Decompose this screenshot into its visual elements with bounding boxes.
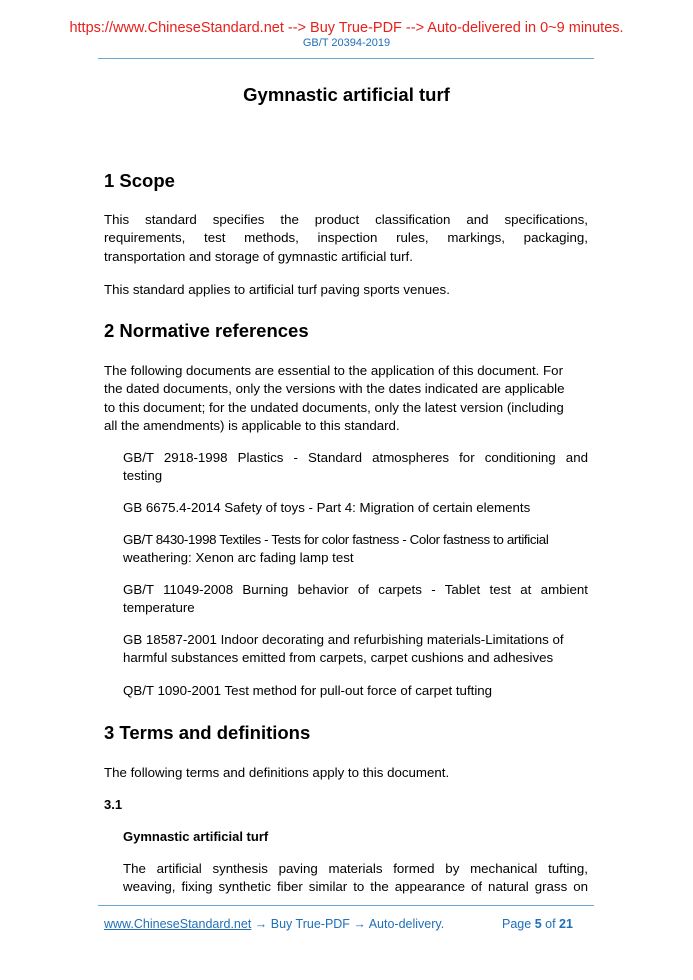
term-number: 3.1 bbox=[104, 797, 123, 812]
text-line: GB 6675.4-2014 Safety of toys - Part 4: Migration of certain elements bbox=[123, 500, 531, 515]
text-line: GB/T 11049-2008 Burning behavior of carpets - Tablet test at ambient bbox=[123, 582, 588, 597]
text-line: harmful substances emitted from carpets, carpet cushions and adhesives bbox=[123, 650, 554, 666]
reference-item-gb-6675 bbox=[123, 499, 588, 517]
text-line: weaving, fixing synthetic fiber similar to the appearance of natural grass on bbox=[123, 879, 588, 895]
text-line: This standard specifies the product classification and specifications, bbox=[104, 212, 588, 227]
text-line: the dated documents, only the versions with the dates indicated are applicable bbox=[104, 381, 565, 397]
section-heading-terms-definitions: 3 Terms and definitions bbox=[104, 722, 311, 743]
text-line: GB 18587-2001 Indoor decorating and refurbishing materials-Limitations of bbox=[123, 632, 564, 647]
text-line: GB/T 2918-1998 Plastics - Standard atmospheres for conditioning and bbox=[123, 450, 588, 465]
reference-item-qbt-1090 bbox=[123, 682, 588, 700]
reference-item-gbt-8430 bbox=[123, 531, 588, 568]
text-line: testing bbox=[123, 468, 163, 484]
reference-item-gb-18587 bbox=[123, 631, 588, 668]
text-line: transportation and storage of gymnastic artificial turf. bbox=[104, 248, 413, 264]
header-promo-link[interactable]: https://www.ChineseStandard.net --> Buy True-PDF --> Auto-delivered in 0~9 minutes. bbox=[69, 20, 624, 36]
text-line: requirements, test methods, inspection rules, markings, packaging, bbox=[104, 230, 588, 246]
reference-item-gbt-11049 bbox=[123, 581, 588, 618]
section-heading-normative-references: 2 Normative references bbox=[104, 320, 309, 341]
text-line: weathering: Xenon arc fading lamp test bbox=[123, 550, 354, 566]
text-line: QB/T 1090-2001 Test method for pull-out force of carpet tufting bbox=[123, 683, 493, 698]
footer-divider bbox=[98, 905, 594, 906]
header-divider bbox=[98, 58, 594, 59]
page-number: 5 bbox=[534, 917, 542, 931]
text-line: The following documents are essential to the application of this document. For bbox=[104, 363, 563, 378]
page-label: Page bbox=[502, 917, 532, 931]
scope-paragraph-2: This standard applies to artificial turf paving sports venues. bbox=[104, 282, 450, 297]
document-title: Gymnastic artificial turf bbox=[243, 84, 450, 105]
text-line: temperature bbox=[123, 600, 195, 616]
term-definition bbox=[123, 860, 588, 897]
footer-site-link[interactable]: www.ChineseStandard.net bbox=[104, 917, 252, 931]
of-label: of bbox=[545, 917, 556, 931]
normative-intro-paragraph bbox=[104, 362, 588, 436]
header-standard-code: GB/T 20394-2019 bbox=[302, 37, 391, 49]
text-line: all the amendments) is applicable to this standard. bbox=[104, 418, 400, 434]
total-pages: 21 bbox=[559, 917, 573, 931]
page-indicator bbox=[502, 917, 573, 931]
footer-promo bbox=[104, 917, 444, 931]
text-line: to this document; for the undated documents, only the latest version (including bbox=[104, 399, 564, 415]
footer-promo-text: → Buy True-PDF → Auto-delivery. bbox=[251, 917, 445, 931]
term-name: Gymnastic artificial turf bbox=[123, 829, 269, 844]
scope-paragraph-1 bbox=[104, 211, 588, 266]
reference-item-gbt-2918 bbox=[123, 449, 588, 486]
text-line: The artificial synthesis paving materials formed by mechanical tufting, bbox=[123, 861, 588, 876]
text-line: GB/T 8430-1998 Textiles - Tests for color fastness - Color fastness to artificial bbox=[123, 532, 549, 547]
terms-intro-paragraph: The following terms and definitions apply to this document. bbox=[104, 765, 450, 780]
section-heading-scope: 1 Scope bbox=[104, 170, 175, 191]
